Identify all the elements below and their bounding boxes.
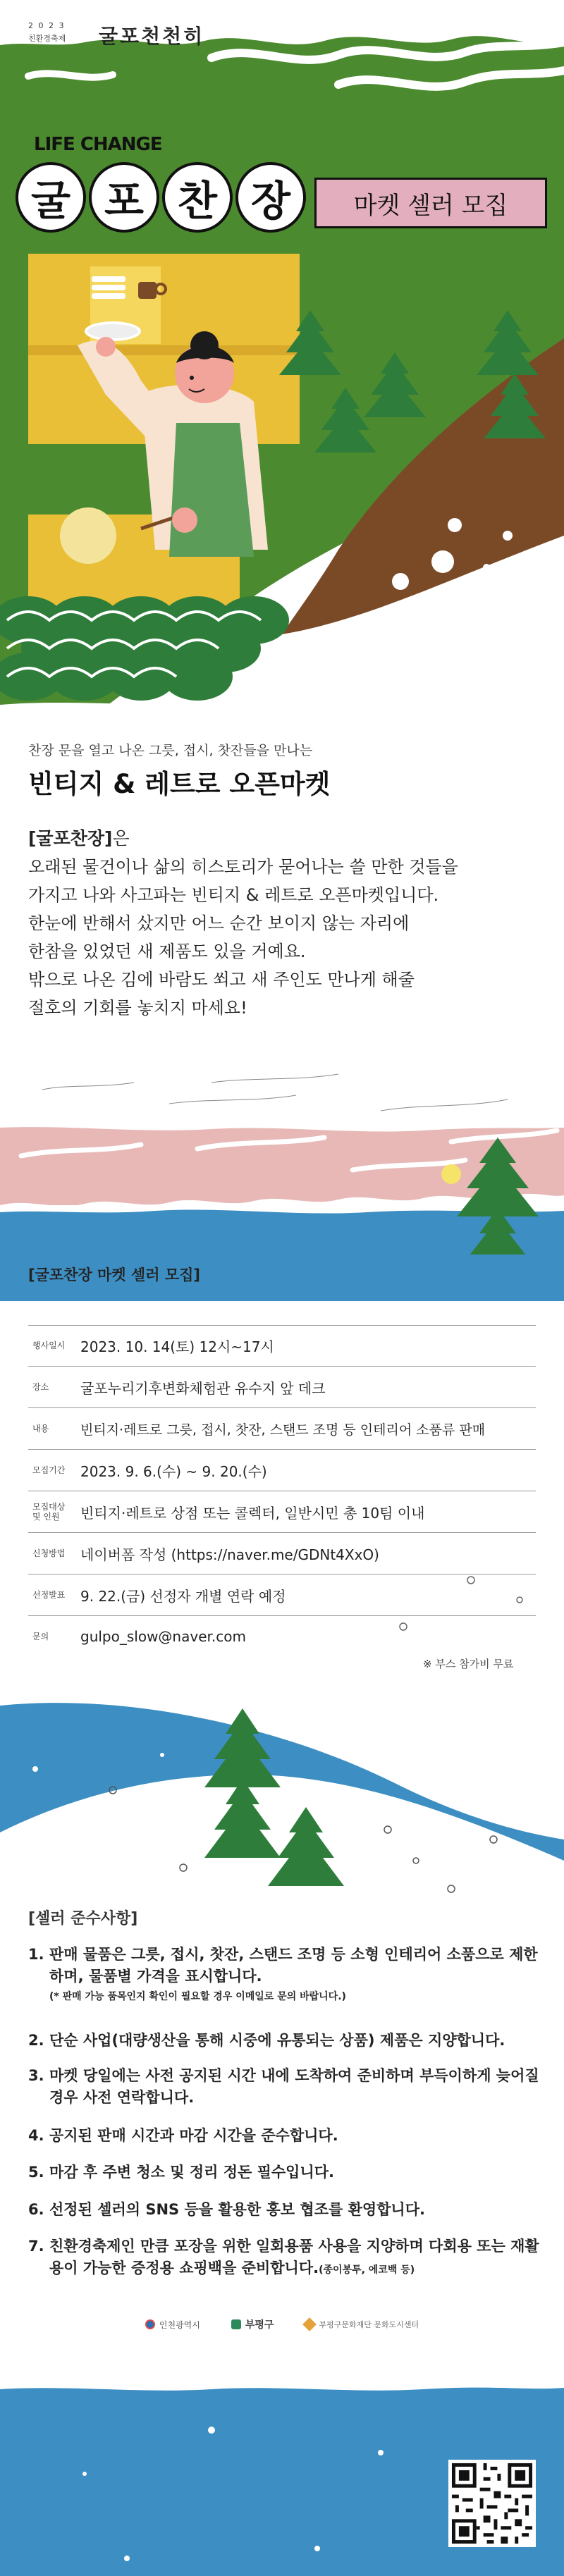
intro-brand-suffix: 은: [112, 828, 130, 849]
landscape-illustration: [0, 1691, 564, 1910]
rule-number: 2.: [28, 2032, 44, 2049]
hero-title: [16, 162, 312, 233]
title-char-1: 굴: [16, 162, 86, 233]
title-char-4: 장: [235, 162, 306, 233]
sponsor-logos: [0, 2303, 564, 2346]
info-label: 문의: [32, 1632, 49, 1641]
info-row-place: [28, 1367, 536, 1408]
festival-name: 굴포천천히: [99, 25, 205, 48]
title-char-3: 찬: [162, 162, 233, 233]
title-char-2: 포: [89, 162, 159, 233]
sponsor-name: 부평구: [245, 2319, 274, 2331]
rule-text: 마켓 당일에는 사전 공지된 시간 내에 도착하여 준비하며 부득이하게 늦어질 경우 사전 연락합니다.: [49, 2067, 539, 2106]
intro-line: 밖으로 나온 김에 바람도 쐬고 새 주인도 만나게 해줄: [28, 970, 415, 990]
intro-brand: [굴포찬장]: [28, 828, 113, 849]
rule-number: 6.: [28, 2201, 44, 2218]
rule-note: (* 판매 가능 품목인지 확인이 필요할 경우 이메일로 문의 바랍니다.): [49, 1991, 346, 2002]
info-label: 행사일시: [32, 1341, 66, 1350]
info-value: 9. 22.(금) 선정자 개별 연락 예정: [80, 1587, 286, 1605]
rule-text: 공지된 판매 시간과 마감 시간을 준수합니다.: [49, 2127, 338, 2144]
sponsor-bupyeong: [231, 2317, 274, 2331]
info-value: 빈티지·레트로 그릇, 접시, 찻잔, 스탠드 조명 등 인테리어 소품류 판매: [80, 1422, 486, 1438]
rule-note: (종이봉투, 에코백 등): [319, 2264, 415, 2276]
rules-section-title: [셀러 준수사항]: [28, 1910, 138, 1928]
sponsor-incheon: [145, 2319, 200, 2331]
intro-line: 한눈에 반해서 샀지만 어느 순간 보이지 않는 자리에: [28, 913, 410, 933]
intro-line: 가지고 나와 사고파는 빈티지 & 레트로 오픈마켓입니다.: [28, 885, 439, 905]
intro-line: 절호의 기회를 놓치지 마세요!: [28, 998, 247, 1018]
info-label: 선정발표: [32, 1590, 66, 1600]
intro-line: 오래된 물건이나 삶의 히스토리가 묻어나는 쓸 만한 것들을: [28, 857, 458, 877]
rule-item-1: [28, 1944, 543, 2000]
recruit-badge: 마켓 셀러 모집: [314, 178, 547, 228]
sponsor-name: 인천광역시: [159, 2319, 200, 2330]
bupyeong-logo-icon: [231, 2319, 241, 2329]
sponsor-name: 부평구문화재단 문화도시센터: [319, 2320, 419, 2329]
sponsor-culture-center: [305, 2319, 419, 2330]
hero-illustration: [0, 0, 564, 733]
info-row-apply: [28, 1533, 536, 1574]
info-label: 신청방법: [32, 1548, 66, 1558]
rule-number: 7.: [28, 2238, 44, 2255]
life-change-label: LIFE CHANGE: [34, 134, 162, 155]
info-label: 모집대상 및 인원: [32, 1502, 66, 1522]
rule-text: 단순 사업(대량생산을 통해 시중에 유통되는 상품) 제품은 지양합니다.: [49, 2032, 505, 2049]
info-value: 굴포누리기후변화체험관 유수지 앞 데크: [80, 1379, 326, 1397]
recruit-section-title: [굴포찬장 마켓 셀러 모집]: [28, 1267, 200, 1283]
intro-headline: 빈티지 & 레트로 오픈마켓: [28, 769, 331, 799]
rule-number: 5.: [28, 2164, 44, 2181]
info-label: 모집기간: [32, 1465, 66, 1475]
intro-line: 한참을 있었던 새 제품도 있을 거예요.: [28, 942, 306, 961]
info-value: 빈티지·레트로 상점 또는 콜렉터, 일반시민 총 10팀 이내: [80, 1504, 425, 1522]
rule-number: 3.: [28, 2067, 44, 2084]
info-value: 2023. 9. 6.(수) ~ 9. 20.(수): [80, 1462, 267, 1480]
info-row-period: [28, 1450, 536, 1491]
intro-subtitle: 찬장 문을 열고 나온 그릇, 접시, 찻잔들을 만나는: [28, 743, 313, 758]
info-row-date: [28, 1325, 536, 1367]
rule-text: 선정된 셀러의 SNS 등을 활용한 홍보 협조를 환영합니다.: [49, 2201, 425, 2218]
info-value: 네이버폼 작성 (https://naver.me/GDNt4XxO): [80, 1546, 379, 1563]
info-value: gulpo_slow@naver.com: [80, 1628, 246, 1645]
festival-year: 2 0 2 3: [28, 21, 66, 30]
qr-code-icon[interactable]: [448, 2460, 536, 2547]
info-row-content: [28, 1408, 536, 1450]
info-row-target: [28, 1491, 536, 1533]
culture-foundation-logo-icon: [303, 2317, 317, 2331]
booth-fee-note: ※ 부스 참가비 무료: [423, 1658, 514, 1670]
decor-dots: [0, 1572, 564, 1670]
rule-number: 4.: [28, 2127, 44, 2144]
rule-text: 판매 물품은 그릇, 접시, 찻잔, 스탠드 조명 등 소형 인테리어 소품으로 제한하며, 물품별 가격을 표시합니다.: [49, 1946, 538, 1985]
festival-subtitle: 친환경축제: [28, 34, 66, 43]
rule-text: 마감 후 주변 청소 및 정리 정돈 필수입니다.: [49, 2164, 335, 2181]
incheon-logo-icon: [145, 2319, 155, 2329]
info-label: 장소: [32, 1382, 49, 1392]
rule-text: 친환경축제인 만큼 포장을 위한 일회용품 사용을 지양하며 다회용 또는 재활용이 가능한 증정용 쇼핑백을 준비합니다.: [49, 2238, 539, 2276]
info-label: 내용: [32, 1424, 49, 1434]
info-value: 2023. 10. 14(토) 12시~17시: [80, 1338, 274, 1355]
rule-number: 1.: [28, 1946, 44, 1963]
intro-body: [28, 825, 550, 1022]
